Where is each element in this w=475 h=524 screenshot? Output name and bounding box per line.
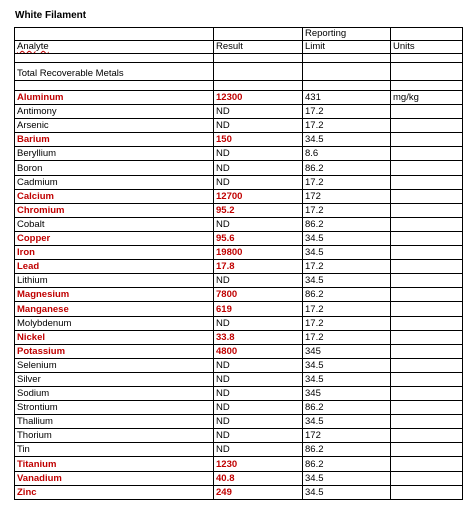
units-cell — [391, 358, 463, 372]
limit-cell: 17.2 — [303, 260, 391, 274]
table-row — [15, 147, 463, 161]
limit-cell: 17.2 — [303, 119, 391, 133]
spacer-cell — [15, 54, 214, 63]
header-units: Units — [391, 41, 463, 54]
header-analyte-label: Analyte — [17, 41, 49, 52]
analyte-cell: Thorium — [15, 429, 214, 443]
analyte-cell: Cadmium — [15, 175, 214, 189]
spacer-cell — [214, 63, 303, 81]
limit-cell: 345 — [303, 386, 391, 400]
result-cell: ND — [214, 175, 303, 189]
result-cell: ND — [214, 429, 303, 443]
result-cell: 249 — [214, 485, 303, 499]
analyte-cell: Barium — [15, 133, 214, 147]
table-row — [15, 471, 463, 485]
result-cell: ND — [214, 316, 303, 330]
header-row-top — [15, 28, 463, 41]
analyte-cell: Vanadium — [15, 471, 214, 485]
header-cell-empty — [214, 28, 303, 41]
limit-cell: 17.2 — [303, 330, 391, 344]
units-cell: mg/kg — [391, 91, 463, 105]
table-row — [15, 344, 463, 358]
analyte-cell: Chromium — [15, 203, 214, 217]
results-table-body — [15, 28, 463, 500]
analyte-cell: Zinc — [15, 485, 214, 499]
result-cell: 4800 — [214, 344, 303, 358]
analyte-cell: Arsenic — [15, 119, 214, 133]
spacer-cell — [391, 54, 463, 63]
limit-cell: 8.6 — [303, 147, 391, 161]
header-row — [15, 41, 463, 54]
units-cell — [391, 161, 463, 175]
spacer-cell — [214, 81, 303, 91]
result-cell: ND — [214, 147, 303, 161]
units-cell — [391, 133, 463, 147]
limit-cell: 17.2 — [303, 105, 391, 119]
table-row — [15, 105, 463, 119]
analyte-cell: Boron — [15, 161, 214, 175]
analyte-cell: Titanium — [15, 457, 214, 471]
result-cell: ND — [214, 358, 303, 372]
units-cell — [391, 260, 463, 274]
limit-cell: 17.2 — [303, 175, 391, 189]
table-row — [15, 372, 463, 386]
units-cell — [391, 189, 463, 203]
header-result: Result — [214, 41, 303, 54]
limit-cell: 17.2 — [303, 302, 391, 316]
units-cell — [391, 217, 463, 231]
spacer-row — [15, 81, 463, 91]
analyte-cell: Silver — [15, 372, 214, 386]
limit-cell: 431 — [303, 91, 391, 105]
limit-cell: 86.2 — [303, 161, 391, 175]
units-cell — [391, 316, 463, 330]
section-label: Total Recoverable Metals — [15, 63, 214, 81]
analyte-cell: Molybdenum — [15, 316, 214, 330]
units-cell — [391, 288, 463, 302]
table-row — [15, 231, 463, 245]
section-row — [15, 63, 463, 81]
spacer-row — [15, 54, 463, 63]
result-cell: 33.8 — [214, 330, 303, 344]
spacer-cell — [391, 81, 463, 91]
limit-cell: 86.2 — [303, 288, 391, 302]
units-cell — [391, 485, 463, 499]
result-cell: 17.8 — [214, 260, 303, 274]
units-cell — [391, 471, 463, 485]
table-row — [15, 429, 463, 443]
spacer-cell — [303, 54, 391, 63]
units-cell — [391, 246, 463, 260]
units-cell — [391, 457, 463, 471]
units-cell — [391, 274, 463, 288]
analyte-cell: Potassium — [15, 344, 214, 358]
units-cell — [391, 429, 463, 443]
analyte-cell: Thallium — [15, 415, 214, 429]
result-cell: ND — [214, 401, 303, 415]
analyte-cell: Beryllium — [15, 147, 214, 161]
limit-cell: 172 — [303, 429, 391, 443]
analyte-cell: Cobalt — [15, 217, 214, 231]
header-analyte — [15, 41, 214, 54]
analyte-cell: Sodium — [15, 386, 214, 400]
table-row — [15, 330, 463, 344]
result-cell: ND — [214, 415, 303, 429]
limit-cell: 172 — [303, 189, 391, 203]
header-limit: Limit — [303, 41, 391, 54]
units-cell — [391, 443, 463, 457]
analyte-cell: Iron — [15, 246, 214, 260]
result-cell: ND — [214, 161, 303, 175]
units-cell — [391, 147, 463, 161]
table-row — [15, 386, 463, 400]
result-cell: 12700 — [214, 189, 303, 203]
analyte-cell: Strontium — [15, 401, 214, 415]
spacer-cell — [391, 63, 463, 81]
table-row — [15, 246, 463, 260]
table-row — [15, 457, 463, 471]
table-row — [15, 175, 463, 189]
header-cell-empty — [391, 28, 463, 41]
units-cell — [391, 415, 463, 429]
analyte-cell: Manganese — [15, 302, 214, 316]
limit-cell: 34.5 — [303, 246, 391, 260]
analyte-cell: Magnesium — [15, 288, 214, 302]
table-row — [15, 358, 463, 372]
result-cell: ND — [214, 105, 303, 119]
table-row — [15, 401, 463, 415]
analyte-cell: Aluminum — [15, 91, 214, 105]
result-cell: 40.8 — [214, 471, 303, 485]
header-cell-empty — [15, 28, 214, 41]
table-row — [15, 415, 463, 429]
units-cell — [391, 372, 463, 386]
table-row — [15, 217, 463, 231]
table-row — [15, 260, 463, 274]
result-cell: 12300 — [214, 91, 303, 105]
analyte-cell: Calcium — [15, 189, 214, 203]
spacer-cell — [303, 63, 391, 81]
result-cell: 150 — [214, 133, 303, 147]
table-row — [15, 91, 463, 105]
result-cell: ND — [214, 372, 303, 386]
table-row — [15, 274, 463, 288]
analyte-cell: Antimony — [15, 105, 214, 119]
units-cell — [391, 302, 463, 316]
result-cell: 619 — [214, 302, 303, 316]
limit-cell: 34.5 — [303, 415, 391, 429]
units-cell — [391, 330, 463, 344]
spacer-cell — [15, 81, 214, 91]
table-row — [15, 485, 463, 499]
result-cell: ND — [214, 274, 303, 288]
spacer-cell — [303, 81, 391, 91]
limit-cell: 34.5 — [303, 231, 391, 245]
result-cell: 95.2 — [214, 203, 303, 217]
limit-cell: 86.2 — [303, 457, 391, 471]
table-row — [15, 443, 463, 457]
result-cell: ND — [214, 386, 303, 400]
limit-cell: 34.5 — [303, 372, 391, 386]
units-cell — [391, 105, 463, 119]
limit-cell: 17.2 — [303, 203, 391, 217]
limit-cell: 34.5 — [303, 358, 391, 372]
table-row — [15, 302, 463, 316]
units-cell — [391, 119, 463, 133]
table-row — [15, 316, 463, 330]
units-cell — [391, 401, 463, 415]
table-row — [15, 189, 463, 203]
table-row — [15, 119, 463, 133]
units-cell — [391, 175, 463, 189]
result-cell: 1230 — [214, 457, 303, 471]
analyte-cell: Lead — [15, 260, 214, 274]
result-cell: 7800 — [214, 288, 303, 302]
limit-cell: 17.2 — [303, 316, 391, 330]
result-cell: 19800 — [214, 246, 303, 260]
document-title: White Filament — [15, 10, 87, 21]
analyte-cell: Nickel — [15, 330, 214, 344]
limit-cell: 34.5 — [303, 133, 391, 147]
result-cell: ND — [214, 119, 303, 133]
limit-cell: 86.2 — [303, 401, 391, 415]
limit-cell: 86.2 — [303, 217, 391, 231]
limit-cell: 86.2 — [303, 443, 391, 457]
table-row — [15, 133, 463, 147]
limit-cell: 34.5 — [303, 274, 391, 288]
results-table — [14, 27, 463, 500]
limit-cell: 345 — [303, 344, 391, 358]
units-cell — [391, 344, 463, 358]
table-row — [15, 203, 463, 217]
analyte-cell: Copper — [15, 231, 214, 245]
units-cell — [391, 386, 463, 400]
table-row — [15, 288, 463, 302]
analyte-cell: Selenium — [15, 358, 214, 372]
limit-cell: 34.5 — [303, 485, 391, 499]
limit-cell: 34.5 — [303, 471, 391, 485]
result-cell: ND — [214, 217, 303, 231]
spacer-cell — [214, 54, 303, 63]
analyte-cell: Lithium — [15, 274, 214, 288]
header-reporting: Reporting — [303, 28, 391, 41]
units-cell — [391, 231, 463, 245]
result-cell: ND — [214, 443, 303, 457]
result-cell: 95.6 — [214, 231, 303, 245]
units-cell — [391, 203, 463, 217]
analyte-cell: Tin — [15, 443, 214, 457]
table-row — [15, 161, 463, 175]
